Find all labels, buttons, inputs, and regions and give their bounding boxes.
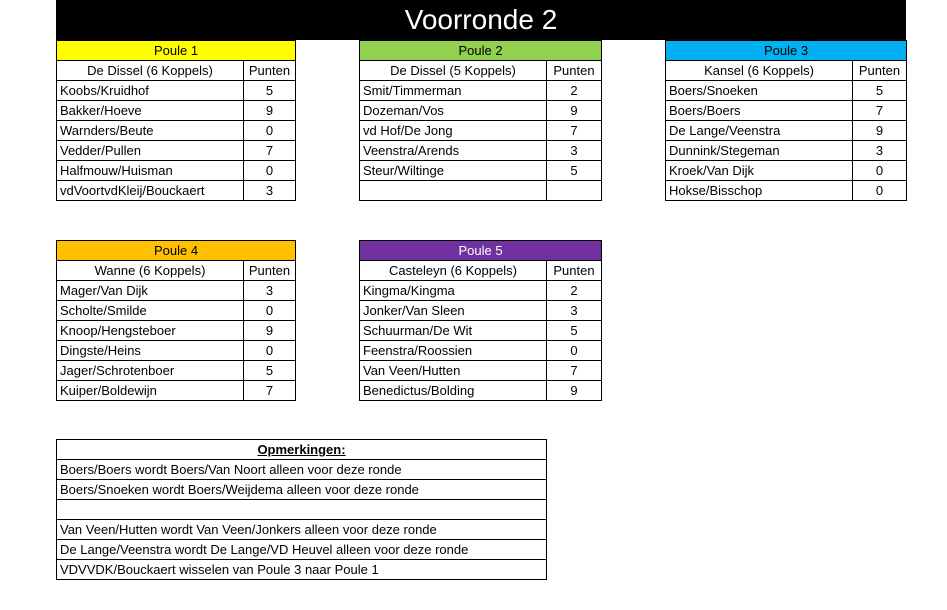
points-value: 5 xyxy=(244,361,296,381)
pair-name: Benedictus/Bolding xyxy=(360,381,547,401)
poule-1-header: Poule 1 xyxy=(57,41,296,61)
pair-name: Dingste/Heins xyxy=(57,341,244,361)
poule-4-points-header: Punten xyxy=(244,261,296,281)
poule-2-header: Poule 2 xyxy=(360,41,602,61)
table-row xyxy=(57,460,547,480)
pair-name xyxy=(360,181,547,201)
poule-3-location: Kansel (6 Koppels) xyxy=(666,61,853,81)
table-row xyxy=(360,321,602,341)
points-value: 9 xyxy=(244,321,296,341)
poule-5-table xyxy=(359,240,602,401)
points-value: 0 xyxy=(244,341,296,361)
points-value: 0 xyxy=(244,161,296,181)
table-row xyxy=(360,81,602,101)
pair-name: Bakker/Hoeve xyxy=(57,101,244,121)
table-row xyxy=(360,301,602,321)
table-row xyxy=(360,181,602,201)
table-row xyxy=(360,341,602,361)
pair-name: Dozeman/Vos xyxy=(360,101,547,121)
table-row xyxy=(57,281,296,301)
pair-name: Vedder/Pullen xyxy=(57,141,244,161)
table-row xyxy=(57,480,547,500)
table-row xyxy=(360,361,602,381)
remark-line xyxy=(57,500,547,520)
table-row xyxy=(666,181,907,201)
points-value: 0 xyxy=(853,181,907,201)
pair-name: Jonker/Van Sleen xyxy=(360,301,547,321)
remarks-header: Opmerkingen: xyxy=(57,440,547,460)
table-row xyxy=(57,141,296,161)
table-row xyxy=(57,321,296,341)
poule-2-table xyxy=(359,40,602,201)
pair-name: Dunnink/Stegeman xyxy=(666,141,853,161)
table-row xyxy=(360,381,602,401)
table-row xyxy=(666,161,907,181)
pair-name: Mager/Van Dijk xyxy=(57,281,244,301)
points-value: 5 xyxy=(547,161,602,181)
points-value: 0 xyxy=(244,121,296,141)
pair-name: Veenstra/Arends xyxy=(360,141,547,161)
pair-name: Halfmouw/Huisman xyxy=(57,161,244,181)
points-value: 2 xyxy=(547,81,602,101)
table-row xyxy=(57,540,547,560)
points-value: 5 xyxy=(244,81,296,101)
table-row xyxy=(666,81,907,101)
table-row xyxy=(666,141,907,161)
pair-name: Scholte/Smilde xyxy=(57,301,244,321)
points-value: 9 xyxy=(547,381,602,401)
pair-name: vdVoortvdKleij/Bouckaert xyxy=(57,181,244,201)
table-row xyxy=(57,361,296,381)
points-value: 9 xyxy=(547,101,602,121)
table-row xyxy=(666,121,907,141)
pair-name: Schuurman/De Wit xyxy=(360,321,547,341)
pair-name: Jager/Schrotenboer xyxy=(57,361,244,381)
poule-1-location: De Dissel (6 Koppels) xyxy=(57,61,244,81)
points-value: 3 xyxy=(853,141,907,161)
poule-3-header: Poule 3 xyxy=(666,41,907,61)
table-row xyxy=(360,141,602,161)
pair-name: Kuiper/Boldewijn xyxy=(57,381,244,401)
pair-name: Steur/Wiltinge xyxy=(360,161,547,181)
points-value: 3 xyxy=(547,141,602,161)
table-row xyxy=(57,520,547,540)
page-title: Voorronde 2 xyxy=(56,0,906,40)
poule-5-header: Poule 5 xyxy=(360,241,602,261)
points-value: 0 xyxy=(853,161,907,181)
remark-line: VDVVDK/Bouckaert wisselen van Poule 3 naar Poule 1 xyxy=(57,560,547,580)
points-value: 7 xyxy=(244,141,296,161)
poule-2-points-header: Punten xyxy=(547,61,602,81)
pair-name: Hokse/Bisschop xyxy=(666,181,853,201)
pair-name: Warnders/Beute xyxy=(57,121,244,141)
points-value: 5 xyxy=(547,321,602,341)
pair-name: Feenstra/Roossien xyxy=(360,341,547,361)
pair-name: Boers/Boers xyxy=(666,101,853,121)
poule-2-location: De Dissel (5 Koppels) xyxy=(360,61,547,81)
points-value: 7 xyxy=(244,381,296,401)
points-value: 9 xyxy=(853,121,907,141)
points-value: 2 xyxy=(547,281,602,301)
table-row xyxy=(360,161,602,181)
points-value: 7 xyxy=(853,101,907,121)
points-value: 9 xyxy=(244,101,296,121)
points-value: 5 xyxy=(853,81,907,101)
poule-4-table xyxy=(56,240,296,401)
points-value: 0 xyxy=(547,341,602,361)
pair-name: Kingma/Kingma xyxy=(360,281,547,301)
table-row xyxy=(360,101,602,121)
remark-line: Boers/Snoeken wordt Boers/Weijdema alleen voor deze ronde xyxy=(57,480,547,500)
poule-3-points-header: Punten xyxy=(853,61,907,81)
remarks-table xyxy=(56,439,547,580)
table-row xyxy=(360,281,602,301)
points-value: 3 xyxy=(547,301,602,321)
table-row xyxy=(57,81,296,101)
points-value: 7 xyxy=(547,121,602,141)
table-row xyxy=(666,101,907,121)
points-value: 3 xyxy=(244,281,296,301)
table-row xyxy=(57,161,296,181)
points-value: 3 xyxy=(244,181,296,201)
pair-name: Kroek/Van Dijk xyxy=(666,161,853,181)
poule-5-location: Casteleyn (6 Koppels) xyxy=(360,261,547,281)
points-value: 7 xyxy=(547,361,602,381)
pair-name: Knoop/Hengsteboer xyxy=(57,321,244,341)
table-row xyxy=(57,301,296,321)
points-value: 0 xyxy=(244,301,296,321)
table-row xyxy=(57,500,547,520)
pair-name: Van Veen/Hutten xyxy=(360,361,547,381)
table-row xyxy=(57,381,296,401)
poule-4-location: Wanne (6 Koppels) xyxy=(57,261,244,281)
remark-line: Van Veen/Hutten wordt Van Veen/Jonkers alleen voor deze ronde xyxy=(57,520,547,540)
table-row xyxy=(360,121,602,141)
remark-line: De Lange/Veenstra wordt De Lange/VD Heuvel alleen voor deze ronde xyxy=(57,540,547,560)
pair-name: vd Hof/De Jong xyxy=(360,121,547,141)
poule-1-points-header: Punten xyxy=(244,61,296,81)
pair-name: Boers/Snoeken xyxy=(666,81,853,101)
points-value xyxy=(547,181,602,201)
table-row xyxy=(57,101,296,121)
poule-4-header: Poule 4 xyxy=(57,241,296,261)
poule-1-table xyxy=(56,40,296,201)
pair-name: Koobs/Kruidhof xyxy=(57,81,244,101)
poule-5-points-header: Punten xyxy=(547,261,602,281)
table-row xyxy=(57,341,296,361)
table-row xyxy=(57,121,296,141)
table-row xyxy=(57,181,296,201)
remark-line: Boers/Boers wordt Boers/Van Noort alleen voor deze ronde xyxy=(57,460,547,480)
poule-3-table xyxy=(665,40,907,201)
pair-name: De Lange/Veenstra xyxy=(666,121,853,141)
table-row xyxy=(57,560,547,580)
pair-name: Smit/Timmerman xyxy=(360,81,547,101)
